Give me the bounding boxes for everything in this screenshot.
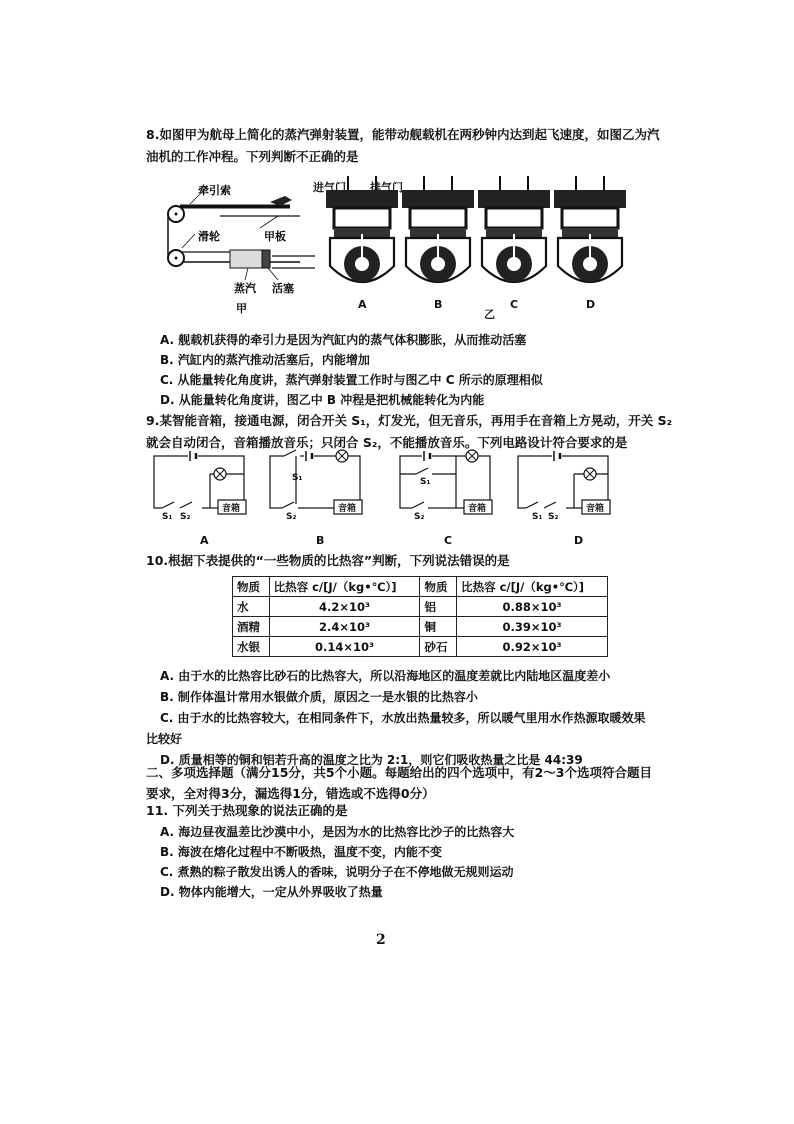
- circuit-c-s1: S₁: [420, 477, 431, 487]
- circuit-d-s1: S₁: [532, 512, 543, 522]
- q11-options: [160, 822, 514, 902]
- caption-jia: 甲: [236, 302, 247, 315]
- circuit-b-s1: S₁: [292, 473, 303, 483]
- table-cell: 水银: [233, 637, 270, 657]
- section-multiple-choice: [146, 762, 652, 804]
- table-cell: 0.88×10³: [457, 597, 608, 617]
- circuit-letter-c: C: [444, 534, 453, 547]
- table-row: [233, 617, 608, 637]
- circuit-a-s1: S₁: [162, 512, 173, 522]
- q10-option-c-cont: 比较好: [146, 732, 183, 746]
- circuit-a-speaker: 音箱: [222, 504, 241, 514]
- table-cell: 铝: [420, 597, 457, 617]
- table-cell: 酒精: [233, 617, 270, 637]
- q9-line1: 9.某智能音箱，接通电源，闭合开关 S₁，灯发光，但无音乐，再用手在音箱上方晃动，开关 S₂: [146, 413, 673, 428]
- label-exhaust: 排气门: [370, 181, 403, 194]
- table-cell: 水: [233, 597, 270, 617]
- q8-option-b: B. 汽缸内的蒸汽推动活塞后，内能增加: [160, 353, 370, 367]
- q8-line1: 8.如图甲为航母上简化的蒸汽弹射装置，能带动舰载机在两秒钟内达到起飞速度，如图乙为汽: [146, 127, 660, 142]
- section2-line2: 要求，全对得3分，漏选得1分，错选或不选得0分）: [146, 786, 435, 801]
- q8-stem: [146, 124, 659, 168]
- table-cell: 0.14×10³: [269, 637, 420, 657]
- circuit-letter-a: A: [200, 534, 209, 547]
- table-header-cell: 物质: [420, 577, 457, 597]
- q10-stem: [146, 550, 510, 572]
- table-cell: 2.4×10³: [269, 617, 420, 637]
- q10-option-c: C. 由于水的比热容较大，在相同条件下，水放出热量较多，所以暖气里用水作热源取暖效果: [160, 711, 646, 725]
- q11-option-c: C. 煮熟的粽子散发出诱人的香味，说明分子在不停地做无规则运动: [160, 865, 514, 879]
- engine-letter-b: B: [434, 298, 443, 311]
- q10-option-d: D. 质量相等的铜和铝若升高的温度之比为 2:1，则它们吸收热量之比是 44:39: [160, 753, 583, 767]
- engine-letter-d: D: [586, 298, 596, 311]
- table-cell: 砂石: [420, 637, 457, 657]
- table-header-cell: 比热容 c/[J/（kg•℃）]: [269, 577, 420, 597]
- q8-option-c: C. 从能量转化角度讲，蒸汽弹射装置工作时与图乙中 C 所示的原理相似: [160, 373, 543, 387]
- table-header-row: [233, 577, 608, 597]
- label-intake: 进气门: [313, 181, 346, 194]
- specific-heat-table: [232, 576, 608, 657]
- circuit-c-s2: S₂: [414, 512, 425, 522]
- q11-line1: 11. 下列关于热现象的说法正确的是: [146, 803, 348, 818]
- engine-icons: [326, 172, 626, 296]
- q8-options: [160, 330, 543, 410]
- circuit-b-s2: S₂: [286, 512, 297, 522]
- table-cell: 0.39×10³: [457, 617, 608, 637]
- table-row: [233, 597, 608, 617]
- circuit-c-speaker: 音箱: [468, 504, 487, 514]
- engine-letter-a: A: [358, 298, 367, 311]
- q10-line1: 10.根据下表提供的“一些物质的比热容”判断，下列说法错误的是: [146, 553, 510, 568]
- label-deck: 甲板: [264, 230, 286, 243]
- circuit-b-speaker: 音箱: [338, 504, 357, 514]
- page-number: 2: [376, 932, 386, 948]
- circuit-letter-d: D: [574, 534, 584, 547]
- q11-option-a: A. 海边昼夜温差比沙漠中小，是因为水的比热容比沙子的比热容大: [160, 825, 515, 839]
- q8-option-d: D. 从能量转化角度讲，图乙中 B 冲程是把机械能转化为内能: [160, 393, 485, 407]
- q10-option-b: B. 制作体温计常用水银做介质，原因之一是水银的比热容小: [160, 690, 478, 704]
- section2-line1: 二、多项选择题（满分15分，共5个小题。每题给出的四个选项中，有2～3个选项符合题目: [146, 765, 652, 780]
- q11-stem: [146, 800, 348, 822]
- q10-option-a: A. 由于水的比热容比砂石的比热容大，所以沿海地区的温度差就比内陆地区温度差小: [160, 669, 611, 683]
- circuit-d-s2: S₂: [548, 512, 559, 522]
- caption-yi: 乙: [484, 308, 495, 321]
- label-steam: 蒸汽: [234, 282, 256, 295]
- table-cell: 4.2×10³: [269, 597, 420, 617]
- label-piston: 活塞: [272, 282, 294, 295]
- circuit-a-s2: S₂: [180, 512, 191, 522]
- table-header-cell: 比热容 c/[J/（kg•℃）]: [457, 577, 608, 597]
- engine-letter-c: C: [510, 298, 519, 311]
- table-cell: 0.92×10³: [457, 637, 608, 657]
- circuit-d-speaker: 音箱: [586, 504, 605, 514]
- q10-options: [146, 666, 646, 771]
- label-rope: 牵引索: [198, 184, 231, 197]
- q8-line2: 油机的工作冲程。下列判断不正确的是: [146, 149, 359, 164]
- table-header-cell: 物质: [233, 577, 270, 597]
- q8-option-a: A. 舰载机获得的牵引力是因为汽缸内的蒸气体积膨胀，从而推动活塞: [160, 333, 527, 347]
- q11-option-d: D. 物体内能增大，一定从外界吸收了热量: [160, 885, 383, 899]
- table-row: [233, 637, 608, 657]
- figure-steam-catapult: [160, 176, 320, 316]
- q9-line2: 就会自动闭合，音箱播放音乐；只闭合 S₂，不能播放音乐。下列电路设计符合要求的是: [146, 435, 628, 450]
- circuit-letter-b: B: [316, 534, 325, 547]
- table-cell: 铜: [420, 617, 457, 637]
- label-pulley: 滑轮: [198, 230, 220, 243]
- q11-option-b: B. 海波在熔化过程中不断吸热，温度不变，内能不变: [160, 845, 442, 859]
